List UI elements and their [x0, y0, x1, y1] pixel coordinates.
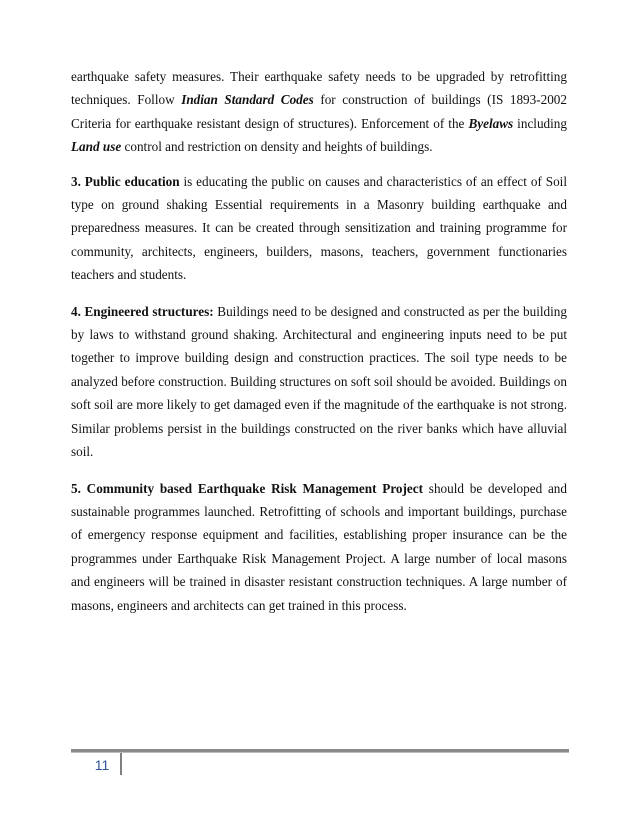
section-heading-engineered-structures: 4. Engineered structures:	[71, 303, 214, 319]
emphasis-byelaws: Byelaws	[468, 115, 514, 131]
paragraph-text: including	[513, 115, 567, 131]
paragraph-text: Buildings need to be designed and constructed as per the building by laws to withstand ground shaking. Architectural and engineering inputs need to be put together to improve building design and construction practices. The soil type needs to be analyzed before construction. Building structures on soft soil should be avoided. Buildings on soft soil are more likely to get damaged even if the magnitude of the earthquake is not strong. Similar problems persist in the buildings constructed on the river banks which have alluvial soil.	[71, 303, 567, 460]
paragraph-text: for construction of buildings (IS 1893-2002 Criteria for earthquake resistant design of structures). Enforcement of the	[71, 92, 567, 131]
paragraph-text: is educating the public on causes and characteristics of an effect of Soil type on ground shaking Essential requirements in a Masonry building earthquake and preparedness measures. It can be created through sensitization and training programme for community, architects, engineers, builders, masons, teachers, government functionaries teachers and students.	[71, 173, 567, 283]
paragraph-building-codes	[71, 65, 567, 159]
page-number: 11	[94, 757, 110, 773]
section-heading-community-risk-management: 5. Community based Earthquake Risk Management Project	[71, 480, 424, 496]
paragraph-public-education	[71, 170, 567, 287]
paragraph-text: control and restriction on density and heights of buildings.	[121, 139, 433, 155]
section-heading-public-education: 3. Public education	[71, 173, 180, 189]
paragraph-text: should be developed and sustainable programmes launched. Retrofitting of schools and important buildings, purchase of emergency response equipment and facilities, establishing proper insurance can be the programmes under Earthquake Risk Management Project. A large number of local masons and engineers will be trained in disaster resistant construction techniques. A large number of masons, engineers and architects can get trained in this process.	[71, 480, 567, 613]
document-body	[71, 65, 567, 630]
paragraph-text: earthquake safety measures. Their earthquake safety needs to be upgraded by retrofitting techniques. Follow	[71, 69, 567, 108]
paragraph-community-risk-management	[71, 477, 567, 617]
page-number-separator	[120, 753, 122, 775]
emphasis-land-use: Land use	[71, 139, 122, 155]
paragraph-engineered-structures	[71, 300, 567, 464]
emphasis-indian-standard-codes: Indian Standard Codes	[181, 92, 314, 108]
footer-rule	[71, 749, 569, 753]
